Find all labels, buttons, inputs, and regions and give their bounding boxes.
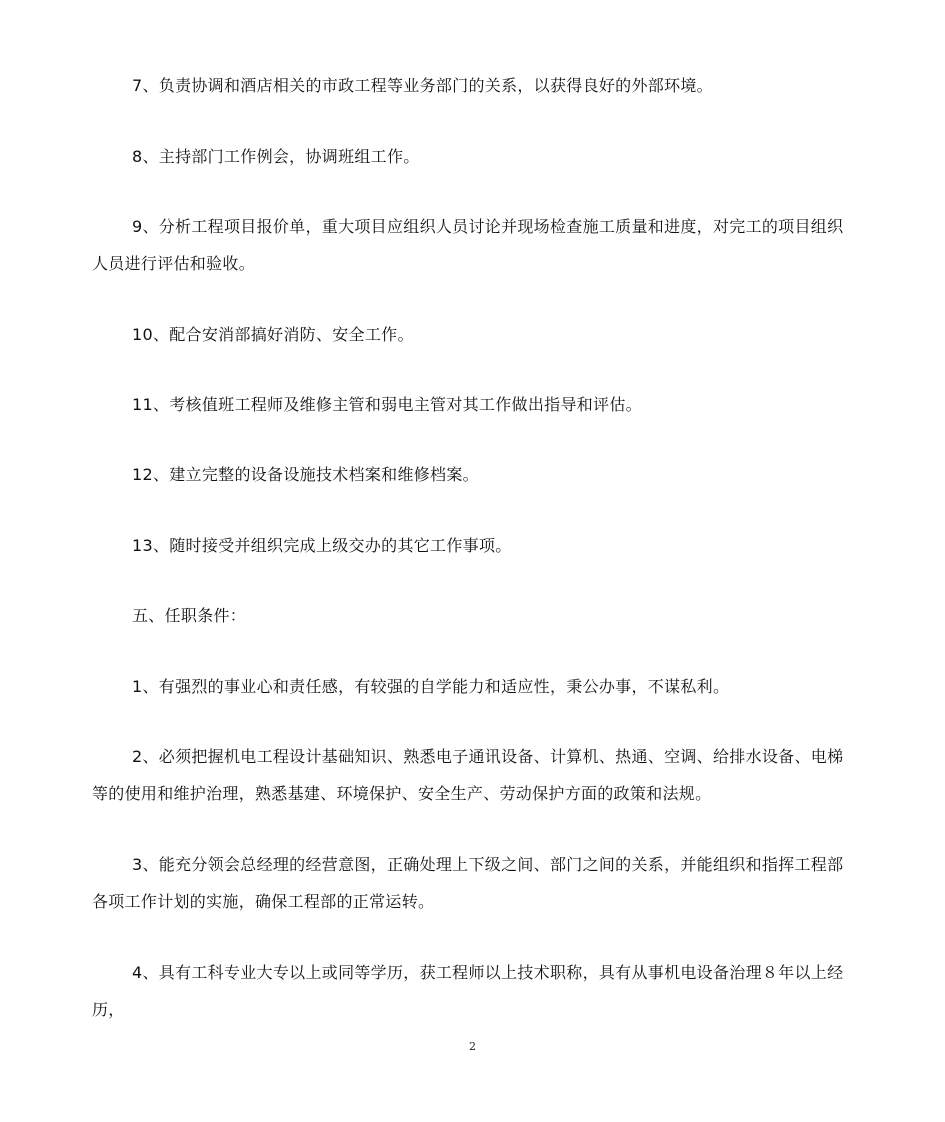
paragraph-item-13: 13、随时接受并组织完成上级交办的其它工作事项。 <box>132 536 512 555</box>
page-number: 2 <box>469 1040 476 1053</box>
section-heading-qualifications: 五、任职条件： <box>132 606 247 625</box>
paragraph-item-9: 9、分析工程项目报价单，重大项目应组织人员讨论并现场检查施工质量和进度，对完工的项目组织人员进行评估和验收。 <box>92 217 844 273</box>
paragraph-item-11: 11、考核值班工程师及维修主管和弱电主管对其工作做出指导和评估。 <box>132 395 642 414</box>
paragraph-item-8: 8、主持部门工作例会，协调班组工作。 <box>132 147 420 166</box>
paragraph-item-7: 7、负责协调和酒店相关的市政工程等业务部门的关系，以获得良好的外部环境。 <box>132 76 713 95</box>
qualification-item-2: 2、必须把握机电工程设计基础知识、熟悉电子通讯设备、计算机、热通、空调、给排水设备、电梯等的使用和维护治理，熟悉基建、环境保护、安全生产、劳动保护方面的政策和法规。 <box>92 747 844 803</box>
paragraph-item-12: 12、建立完整的设备设施技术档案和维修档案。 <box>132 465 479 484</box>
qualification-item-4: 4、具有工科专业大专以上或同等学历，获工程师以上技术职称，具有从事机电设备治理８年以上经历， <box>92 963 844 1019</box>
qualification-item-1: 1、有强烈的事业心和责任感，有较强的自学能力和适应性，秉公办事，不谋私利。 <box>132 677 730 696</box>
qualification-item-3: 3、能充分领会总经理的经营意图，正确处理上下级之间、部门之间的关系，并能组织和指挥工程部各项工作计划的实施，确保工程部的正常运转。 <box>92 855 844 911</box>
paragraph-item-10: 10、配合安消部搞好消防、安全工作。 <box>132 325 414 344</box>
